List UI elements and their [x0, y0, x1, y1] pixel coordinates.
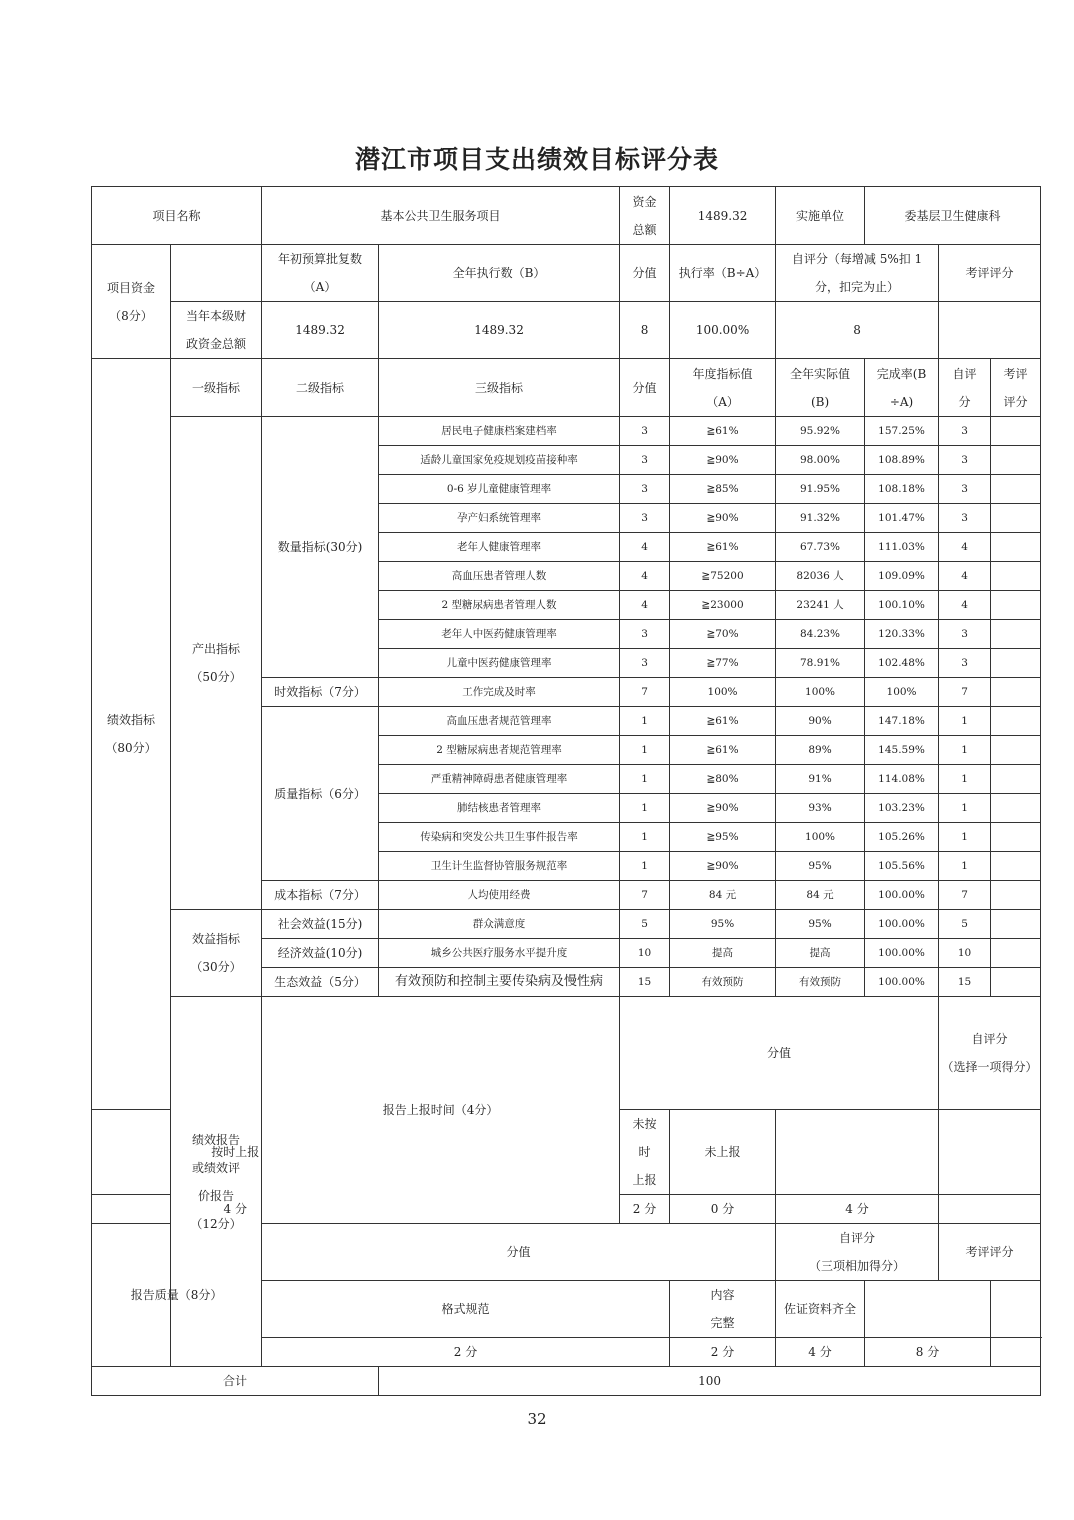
indicator-target: 100%: [670, 678, 776, 707]
indicator-score: 1: [620, 852, 670, 881]
indicator-target: ≧85%: [670, 475, 776, 504]
indicator-name: 工作完成及时率: [379, 678, 620, 707]
indicator-target: ≧61%: [670, 417, 776, 446]
report-time-self-blank: [776, 1110, 939, 1195]
indicator-completion-rate: 100.00%: [865, 910, 939, 939]
indicator-name: 高血压患者管理人数: [379, 562, 620, 591]
indicator-actual: 95.92%: [776, 417, 865, 446]
indicator-completion-rate: 100.00%: [865, 939, 939, 968]
social-benefit-label: 社会效益(15分): [262, 910, 379, 939]
page-title: 潜江市项目支出绩效目标评分表: [354, 145, 719, 174]
indicator-completion-rate: 102.48%: [865, 649, 939, 678]
report-time-label: 报告上报时间（4分）: [262, 997, 620, 1224]
indicator-review-score: [991, 736, 1041, 765]
indicator-self-score: 1: [939, 736, 991, 765]
indicator-actual: 89%: [776, 736, 865, 765]
indicator-actual: 91.95%: [776, 475, 865, 504]
indicator-target: ≧90%: [670, 794, 776, 823]
indicator-name: 严重精神障碍患者健康管理率: [379, 765, 620, 794]
report-option-on-time: 按时上报: [92, 1110, 379, 1195]
indicator-score: 3: [620, 475, 670, 504]
perf-level3-header: 三级指标: [379, 359, 620, 417]
indicator-target: ≧61%: [670, 533, 776, 562]
indicator-completion-rate: 100.10%: [865, 591, 939, 620]
indicator-review-score: [991, 649, 1041, 678]
indicator-target: 有效预防: [670, 968, 776, 997]
indicator-target: ≧23000: [670, 591, 776, 620]
indicator-self-score: 4: [939, 591, 991, 620]
benefit-indicator-label: 效益指标 （30分）: [171, 910, 262, 997]
indicator-completion-rate: 100.00%: [865, 968, 939, 997]
indicator-self-score: 1: [939, 707, 991, 736]
funds-executed-value: 1489.32: [379, 302, 620, 359]
perf-review-header: 考评 评分: [991, 359, 1041, 417]
report-option-format: 格式规范: [262, 1281, 670, 1338]
indicator-actual: 84.23%: [776, 620, 865, 649]
report-section-label: 绩效报告 或绩效评 价报告 （12分）: [171, 997, 262, 1367]
funds-self-score-header: 自评分（每增减 5%扣 1 分，扣完为止）: [776, 245, 939, 302]
indicator-name: 居民电子健康档案建档率: [379, 417, 620, 446]
indicator-completion-rate: 101.47%: [865, 504, 939, 533]
indicator-actual: 95%: [776, 852, 865, 881]
report-time-self-value: 4 分: [776, 1195, 939, 1224]
indicator-actual: 82036 人: [776, 562, 865, 591]
indicator-completion-rate: 108.18%: [865, 475, 939, 504]
indicator-target: ≧70%: [670, 620, 776, 649]
indicator-target: ≧90%: [670, 852, 776, 881]
funds-section-label: 项目资金 （8分）: [92, 245, 171, 359]
indicator-review-score: [991, 533, 1041, 562]
indicator-actual: 91.32%: [776, 504, 865, 533]
indicator-actual: 100%: [776, 823, 865, 852]
indicator-name: 2 型糖尿病患者管理人数: [379, 591, 620, 620]
indicator-review-score: [991, 707, 1041, 736]
indicator-self-score: 1: [939, 852, 991, 881]
report-score-evidence: 4 分: [776, 1338, 865, 1367]
indicator-name: 适龄儿童国家免疫规划疫苗接种率: [379, 446, 620, 475]
indicator-score: 1: [620, 736, 670, 765]
indicator-name: 儿童中医药健康管理率: [379, 649, 620, 678]
indicator-self-score: 3: [939, 475, 991, 504]
perf-section-label: 绩效指标 （80分）: [92, 359, 171, 1110]
indicator-review-score: [991, 794, 1041, 823]
indicator-self-score: 4: [939, 562, 991, 591]
indicator-self-score: 1: [939, 765, 991, 794]
quantity-indicator-label: 数量指标(30分): [262, 417, 379, 678]
indicator-actual: 90%: [776, 707, 865, 736]
indicator-completion-rate: 100.00%: [865, 881, 939, 910]
indicator-actual: 84 元: [776, 881, 865, 910]
indicator-target: ≧80%: [670, 765, 776, 794]
indicator-review-score: [991, 678, 1041, 707]
indicator-score: 4: [620, 533, 670, 562]
report-option-late: 未按 时 上报: [620, 1110, 670, 1195]
indicator-actual: 95%: [776, 910, 865, 939]
indicator-review-score: [991, 823, 1041, 852]
indicator-score: 3: [620, 649, 670, 678]
indicator-review-score: [991, 910, 1041, 939]
report-quality-review-header: 考评评分: [939, 1224, 1041, 1281]
indicator-actual: 98.00%: [776, 446, 865, 475]
indicator-self-score: 10: [939, 939, 991, 968]
perf-score-header: 分值: [620, 359, 670, 417]
report-quality-self-header: 自评分 （三项相加得分）: [776, 1224, 939, 1281]
funds-row-label: 当年本级财 政资金总额: [171, 302, 262, 359]
indicator-name: 老年人健康管理率: [379, 533, 620, 562]
indicator-completion-rate: 145.59%: [865, 736, 939, 765]
indicator-name: 老年人中医药健康管理率: [379, 620, 620, 649]
indicator-review-score: [991, 968, 1041, 997]
indicator-self-score: 7: [939, 881, 991, 910]
indicator-review-score: [991, 591, 1041, 620]
indicator-name: 群众满意度: [379, 910, 620, 939]
funds-self-score-value: 8: [776, 302, 939, 359]
indicator-review-score: [991, 446, 1041, 475]
page-number: 32: [527, 1410, 547, 1428]
indicator-self-score: 1: [939, 823, 991, 852]
report-quality-review-blank: [991, 1281, 1041, 1338]
perf-actual-header: 全年实际值 (B): [776, 359, 865, 417]
indicator-review-score: [991, 765, 1041, 794]
funds-rate-value: 100.00%: [670, 302, 776, 359]
funds-review-header: 考评评分: [939, 245, 1041, 302]
indicator-completion-rate: 109.09%: [865, 562, 939, 591]
indicator-target: 提高: [670, 939, 776, 968]
total-value: 100: [379, 1367, 1041, 1396]
indicator-name: 城乡公共医疗服务水平提升度: [379, 939, 620, 968]
indicator-actual: 提高: [776, 939, 865, 968]
report-option-content: 内容 完整: [670, 1281, 776, 1338]
perf-completion-header: 完成率(B ÷A): [865, 359, 939, 417]
indicator-self-score: 3: [939, 620, 991, 649]
performance-score-table: [91, 186, 1041, 1396]
funds-executed-header: 全年执行数（B）: [379, 245, 620, 302]
cost-indicator-label: 成本指标（7分）: [262, 881, 379, 910]
total-funds-value: 1489.32: [670, 187, 776, 245]
indicator-self-score: 15: [939, 968, 991, 997]
indicator-name: 高血压患者规范管理率: [379, 707, 620, 736]
indicator-score: 4: [620, 591, 670, 620]
indicator-actual: 91%: [776, 765, 865, 794]
indicator-name: 人均使用经费: [379, 881, 620, 910]
implementing-unit-label: 实施单位: [776, 187, 865, 245]
report-score-format: 2 分: [262, 1338, 670, 1367]
indicator-review-score: [991, 881, 1041, 910]
indicator-target: ≧95%: [670, 823, 776, 852]
indicator-target: ≧90%: [670, 446, 776, 475]
economic-benefit-label: 经济效益(10分): [262, 939, 379, 968]
indicator-self-score: 3: [939, 446, 991, 475]
indicator-self-score: 5: [939, 910, 991, 939]
indicator-completion-rate: 105.26%: [865, 823, 939, 852]
indicator-score: 3: [620, 417, 670, 446]
indicator-self-score: 1: [939, 794, 991, 823]
indicator-completion-rate: 100%: [865, 678, 939, 707]
timeliness-indicator-label: 时效指标（7分）: [262, 678, 379, 707]
indicator-target: ≧75200: [670, 562, 776, 591]
project-name-label: 项目名称: [92, 187, 262, 245]
indicator-review-score: [991, 620, 1041, 649]
perf-level1-header: 一级指标: [171, 359, 262, 417]
funds-score-value: 8: [620, 302, 670, 359]
indicator-score: 1: [620, 794, 670, 823]
report-time-review-blank: [939, 1110, 1041, 1195]
indicator-review-score: [991, 852, 1041, 881]
report-score-none: 0 分: [670, 1195, 776, 1224]
funds-review-value: [939, 302, 1041, 359]
funds-rate-header: 执行率（B÷A）: [670, 245, 776, 302]
indicator-score: 7: [620, 881, 670, 910]
report-score-on-time: 4 分: [92, 1195, 379, 1224]
indicator-score: 1: [620, 765, 670, 794]
indicator-completion-rate: 103.23%: [865, 794, 939, 823]
indicator-name: 有效预防和控制主要传染病及慢性病: [379, 968, 620, 997]
indicator-actual: 93%: [776, 794, 865, 823]
report-option-none: 未上报: [670, 1110, 776, 1195]
report-quality-self-value: 8 分: [865, 1338, 991, 1367]
total-label: 合计: [92, 1367, 379, 1396]
indicator-score: 5: [620, 910, 670, 939]
report-quality-label: 报告质量（8分）: [92, 1224, 262, 1367]
indicator-score: 3: [620, 620, 670, 649]
report-time-self-header: 自评分 （选择一项得分）: [939, 997, 1041, 1110]
report-quality-review-value: [991, 1338, 1041, 1367]
funds-budget-header: 年初预算批复数 （A）: [262, 245, 379, 302]
project-name-value: 基本公共卫生服务项目: [262, 187, 620, 245]
indicator-score: 1: [620, 707, 670, 736]
indicator-score: 15: [620, 968, 670, 997]
indicator-score: 1: [620, 823, 670, 852]
indicator-review-score: [991, 504, 1041, 533]
indicator-actual: 78.91%: [776, 649, 865, 678]
indicator-completion-rate: 105.56%: [865, 852, 939, 881]
indicator-name: 孕产妇系统管理率: [379, 504, 620, 533]
indicator-target: ≧90%: [670, 504, 776, 533]
report-time-score-header: 分值: [620, 997, 939, 1110]
indicator-review-score: [991, 417, 1041, 446]
indicator-name: 0-6 岁儿童健康管理率: [379, 475, 620, 504]
perf-level2-header: 二级指标: [262, 359, 379, 417]
indicator-name: 肺结核患者管理率: [379, 794, 620, 823]
funds-empty-cell: [171, 245, 262, 302]
indicator-name: 卫生计生监督协管服务规范率: [379, 852, 620, 881]
quality-indicator-label: 质量指标（6分）: [262, 707, 379, 881]
indicator-target: 84 元: [670, 881, 776, 910]
indicator-completion-rate: 108.89%: [865, 446, 939, 475]
indicator-completion-rate: 147.18%: [865, 707, 939, 736]
indicator-actual: 有效预防: [776, 968, 865, 997]
indicator-actual: 67.73%: [776, 533, 865, 562]
indicator-score: 10: [620, 939, 670, 968]
indicator-score: 3: [620, 446, 670, 475]
indicator-name: 2 型糖尿病患者规范管理率: [379, 736, 620, 765]
indicator-actual: 100%: [776, 678, 865, 707]
indicator-review-score: [991, 939, 1041, 968]
indicator-review-score: [991, 562, 1041, 591]
report-score-content: 2 分: [670, 1338, 776, 1367]
indicator-actual: 23241 人: [776, 591, 865, 620]
indicator-self-score: 3: [939, 417, 991, 446]
output-indicator-label: 产出指标 （50分）: [171, 417, 262, 910]
indicator-completion-rate: 114.08%: [865, 765, 939, 794]
total-funds-label: 资金 总额: [620, 187, 670, 245]
indicator-self-score: 3: [939, 649, 991, 678]
indicator-self-score: 7: [939, 678, 991, 707]
indicator-target: ≧77%: [670, 649, 776, 678]
indicator-self-score: 4: [939, 533, 991, 562]
report-time-review-value: [939, 1195, 1041, 1224]
indicator-review-score: [991, 475, 1041, 504]
funds-budget-value: 1489.32: [262, 302, 379, 359]
implementing-unit-value: 委基层卫生健康科: [865, 187, 1041, 245]
indicator-score: 4: [620, 562, 670, 591]
indicator-target: ≧61%: [670, 707, 776, 736]
indicator-target: ≧61%: [670, 736, 776, 765]
report-quality-self-blank: [865, 1281, 991, 1338]
report-option-evidence: 佐证资料齐全: [776, 1281, 865, 1338]
indicator-score: 7: [620, 678, 670, 707]
report-score-late: 2 分: [620, 1195, 670, 1224]
indicator-completion-rate: 157.25%: [865, 417, 939, 446]
indicator-completion-rate: 111.03%: [865, 533, 939, 562]
indicator-score: 3: [620, 504, 670, 533]
indicator-completion-rate: 120.33%: [865, 620, 939, 649]
perf-target-header: 年度指标值 （A）: [670, 359, 776, 417]
indicator-target: 95%: [670, 910, 776, 939]
perf-self-header: 自评 分: [939, 359, 991, 417]
indicator-name: 传染病和突发公共卫生事件报告率: [379, 823, 620, 852]
ecological-benefit-label: 生态效益（5分）: [262, 968, 379, 997]
report-quality-score-header: 分值: [262, 1224, 776, 1281]
indicator-self-score: 3: [939, 504, 991, 533]
funds-score-header: 分值: [620, 245, 670, 302]
